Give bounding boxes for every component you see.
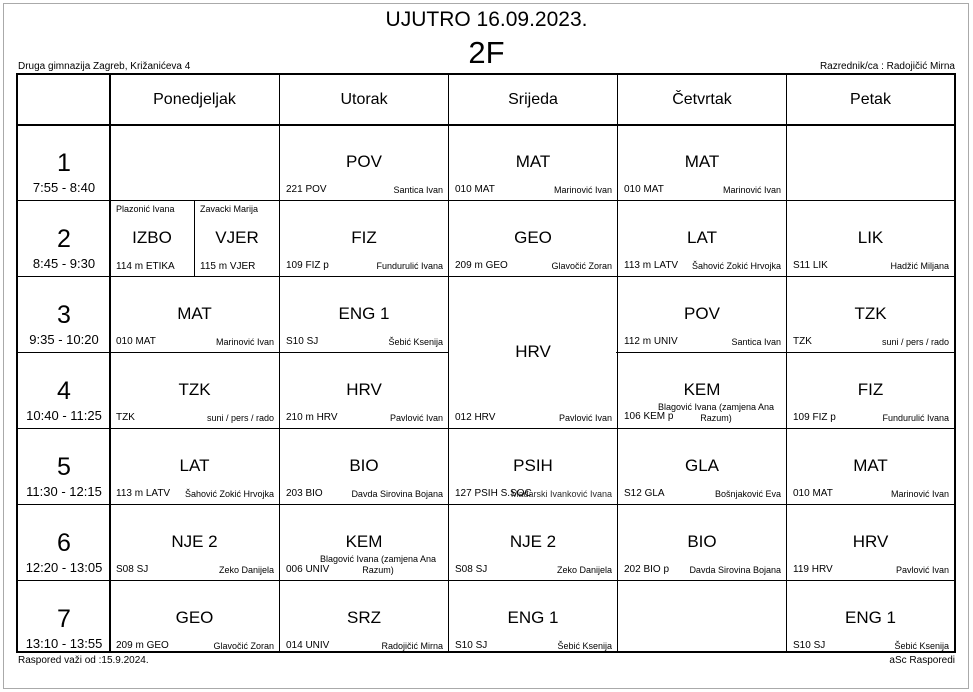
lesson-cell[interactable] [280,429,448,504]
lesson-cell[interactable] [787,353,954,428]
lesson-cell[interactable] [618,505,786,580]
lesson-teacher: Marinović Ivan [890,489,949,499]
lesson-teacher: Hadžić Miljana [890,261,949,271]
lesson-subject: POV [684,304,720,323]
lesson-subject: MAT [684,152,720,171]
lesson-teacher: Blagović Ivana (zamjena Ana Razum) [657,402,775,423]
lesson-subject: NJE 2 [171,532,218,551]
lesson-teacher: Šahović Zokić Hrvojka [691,261,781,271]
period-time: 8:45 - 9:30 [32,256,96,271]
period-number: 7 [57,605,71,633]
lesson-subject: HRV [852,532,889,551]
lesson-teacher: Fundurulić Ivana [376,261,443,271]
lesson-room: S10 SJ [455,640,488,651]
lesson-subject: ENG 1 [507,608,559,627]
lesson-cell[interactable] [449,581,617,653]
class-teacher: Razrednik/ca : Radojičić Mirna [819,61,955,72]
lesson-teacher: suni / pers / rado [206,413,274,423]
lesson-room: 113 m LATV [624,260,679,271]
lesson-room: S10 SJ [793,640,826,651]
lesson-subject: IZBO [132,228,172,247]
lesson-cell[interactable] [110,581,279,653]
lesson-subject: NJE 2 [509,532,557,551]
lesson-room: 210 m HRV [286,412,338,423]
lesson-subject: POV [346,152,382,171]
lesson-teacher: Bošnjaković Eva [714,489,781,499]
lesson-subject: FIZ [857,380,884,399]
lesson-teacher: Šebić Ksenija [894,641,949,651]
lesson-cell[interactable] [618,277,786,352]
lesson-teacher: Radojičić Mirna [381,641,443,651]
lesson-cell[interactable] [449,429,617,504]
lesson-cell[interactable] [280,125,448,200]
lesson-room: S08 SJ [116,564,149,575]
lesson-room: 010 MAT [116,336,156,347]
lesson-subject: PSIH [513,456,553,475]
period-number: 5 [57,453,71,481]
lesson-subject: FIZ [351,228,377,247]
period-number: 6 [57,529,71,557]
lesson-teacher: Marinović Ivan [215,337,274,347]
lesson-subject: SRZ [347,608,381,627]
lesson-teacher: Plazonić Ivana [116,204,175,214]
period-number: 4 [57,377,71,405]
lesson-cell[interactable] [110,201,279,276]
lesson-cell[interactable] [280,581,448,653]
lesson-cell[interactable] [280,505,448,580]
generator-credit: aSc Rasporedi [889,655,955,666]
lesson-teacher: Šebić Ksenija [388,337,443,347]
lesson-teacher: Šahović Zokić Hrvojka [184,489,274,499]
lesson-subject: MAT [853,456,888,475]
period-time: 13:10 - 13:55 [25,636,103,651]
lesson-subject: ENG 1 [338,304,390,323]
lesson-room: TZK [116,412,135,423]
period-time: 11:30 - 12:15 [26,484,102,499]
day-header-tue: Utorak [340,90,388,108]
lesson-room: 010 MAT [624,184,664,195]
period-number: 2 [57,225,71,253]
period-number: 1 [57,149,71,177]
lesson-subject: MAT [177,304,212,323]
lesson-teacher: Marinović Ivan [722,185,781,195]
lesson-room: 202 BIO p [624,564,670,575]
lesson-subject: KEM [345,532,383,551]
lesson-subject: GEO [175,608,214,627]
lesson-room: 209 m GEO [116,640,169,651]
lesson-room: 006 UNIV [286,564,330,575]
lesson-room: 113 m LATV [116,488,171,499]
lesson-cell[interactable] [618,353,786,428]
lesson-teacher: Santica Ivan [393,185,443,195]
lesson-teacher: Pavlović Ivan [389,413,443,423]
lesson-teacher: Pavlović Ivan [558,413,612,423]
lesson-cell[interactable] [449,125,617,200]
timetable-grid [16,73,956,653]
lesson-subject: HRV [515,342,551,361]
lesson-cell[interactable] [449,505,617,580]
lesson-room: 010 MAT [793,488,833,499]
lesson-subject: BIO [349,456,379,475]
period-time: 12:20 - 13:05 [25,560,103,575]
day-header-mon: Ponedjeljak [153,90,236,108]
lesson-cell[interactable] [787,581,954,653]
lesson-teacher: Marinović Ivan [553,185,612,195]
lesson-room: 010 MAT [455,184,495,195]
lesson-room: S11 LIK [793,260,828,271]
lesson-room: 203 BIO [286,488,323,499]
school-name: Druga gimnazija Zagreb, Križanićeva 4 [18,61,191,72]
lesson-cell[interactable] [787,201,954,276]
lesson-subject: VJER [215,228,259,247]
lesson-subject: MAT [515,152,551,171]
lesson-cell[interactable] [618,125,786,200]
lesson-room: S10 SJ [286,336,319,347]
lesson-room: 221 POV [286,184,327,195]
lesson-subject: GLA [684,456,720,475]
lesson-subject: GEO [514,228,552,247]
lesson-room: 209 m GEO [455,260,508,271]
lesson-teacher: Mađarski Ivanković Ivana [510,489,612,499]
lesson-room: 106 KEM p [624,411,674,422]
valid-from-note: Raspored važi od :15.9.2024. [18,655,149,666]
lesson-cell[interactable] [449,277,617,428]
page-title: UJUTRO 16.09.2023. [385,8,588,31]
lesson-teacher: Zavacki Marija [200,204,259,214]
lesson-cell[interactable] [449,201,617,276]
lesson-room: S12 GLA [624,488,665,499]
lesson-room: 115 m VJER [200,261,256,272]
lesson-room: S08 SJ [455,564,488,575]
lesson-room: 014 UNIV [286,640,330,651]
day-header-wed: Srijeda [508,90,558,108]
lesson-cell[interactable] [618,429,786,504]
lesson-room: 114 m ETIKA [116,261,175,272]
lesson-room: 119 HRV [793,564,833,575]
lesson-cell[interactable] [110,505,279,580]
lesson-cell[interactable] [787,429,954,504]
lesson-subject: TZK [854,304,887,323]
lesson-subject: TZK [178,380,211,399]
period-time: 7:55 - 8:40 [32,180,96,195]
lesson-cell[interactable] [280,201,448,276]
lesson-subject: LAT [687,228,717,247]
period-time: 9:35 - 10:20 [29,332,99,347]
lesson-cell[interactable] [280,353,448,428]
period-time: 10:40 - 11:25 [26,408,102,423]
lesson-cell[interactable] [618,201,786,276]
lesson-teacher: Fundurulić Ivana [882,413,949,423]
lesson-room: 109 FIZ p [286,260,329,271]
lesson-teacher: Zeko Danijela [556,565,612,575]
day-header-fri: Petak [850,90,891,108]
lesson-cell[interactable] [110,429,279,504]
period-number: 3 [57,301,71,329]
lesson-teacher: Glavočić Zoran [213,641,274,651]
lesson-room: 127 PSIH S.SOC [455,488,532,499]
lesson-subject: LIK [857,228,884,247]
lesson-room: 112 m UNIV [624,336,678,347]
lesson-subject: ENG 1 [844,608,897,627]
lesson-teacher: Pavlović Ivan [895,565,949,575]
lesson-room: TZK [793,336,812,347]
lesson-teacher: Davda Sirovina Bojana [351,489,443,499]
lesson-cell[interactable] [110,353,279,428]
lesson-teacher: Glavočić Zoran [551,261,612,271]
day-header-thu: Četvrtak [672,90,732,108]
lesson-subject: HRV [346,380,382,399]
lesson-subject: KEM [683,380,721,399]
lesson-teacher: Santica Ivan [731,337,781,347]
lesson-subject: BIO [687,532,717,551]
lesson-teacher: Blagović Ivana (zamjena Ana Razum) [319,554,437,575]
lesson-teacher: Davda Sirovina Bojana [689,565,781,575]
lesson-teacher: Šebić Ksenija [557,641,612,651]
lesson-room: 012 HRV [455,412,496,423]
lesson-teacher: suni / pers / rado [881,337,949,347]
class-name: 2F [468,35,505,70]
lesson-subject: LAT [179,456,210,475]
lesson-cell[interactable] [110,277,279,352]
lesson-cell[interactable] [787,505,954,580]
lesson-teacher: Zeko Danijela [218,565,274,575]
lesson-cell[interactable] [787,277,954,352]
lesson-room: 109 FIZ p [793,412,836,423]
lesson-cell[interactable] [280,277,448,352]
